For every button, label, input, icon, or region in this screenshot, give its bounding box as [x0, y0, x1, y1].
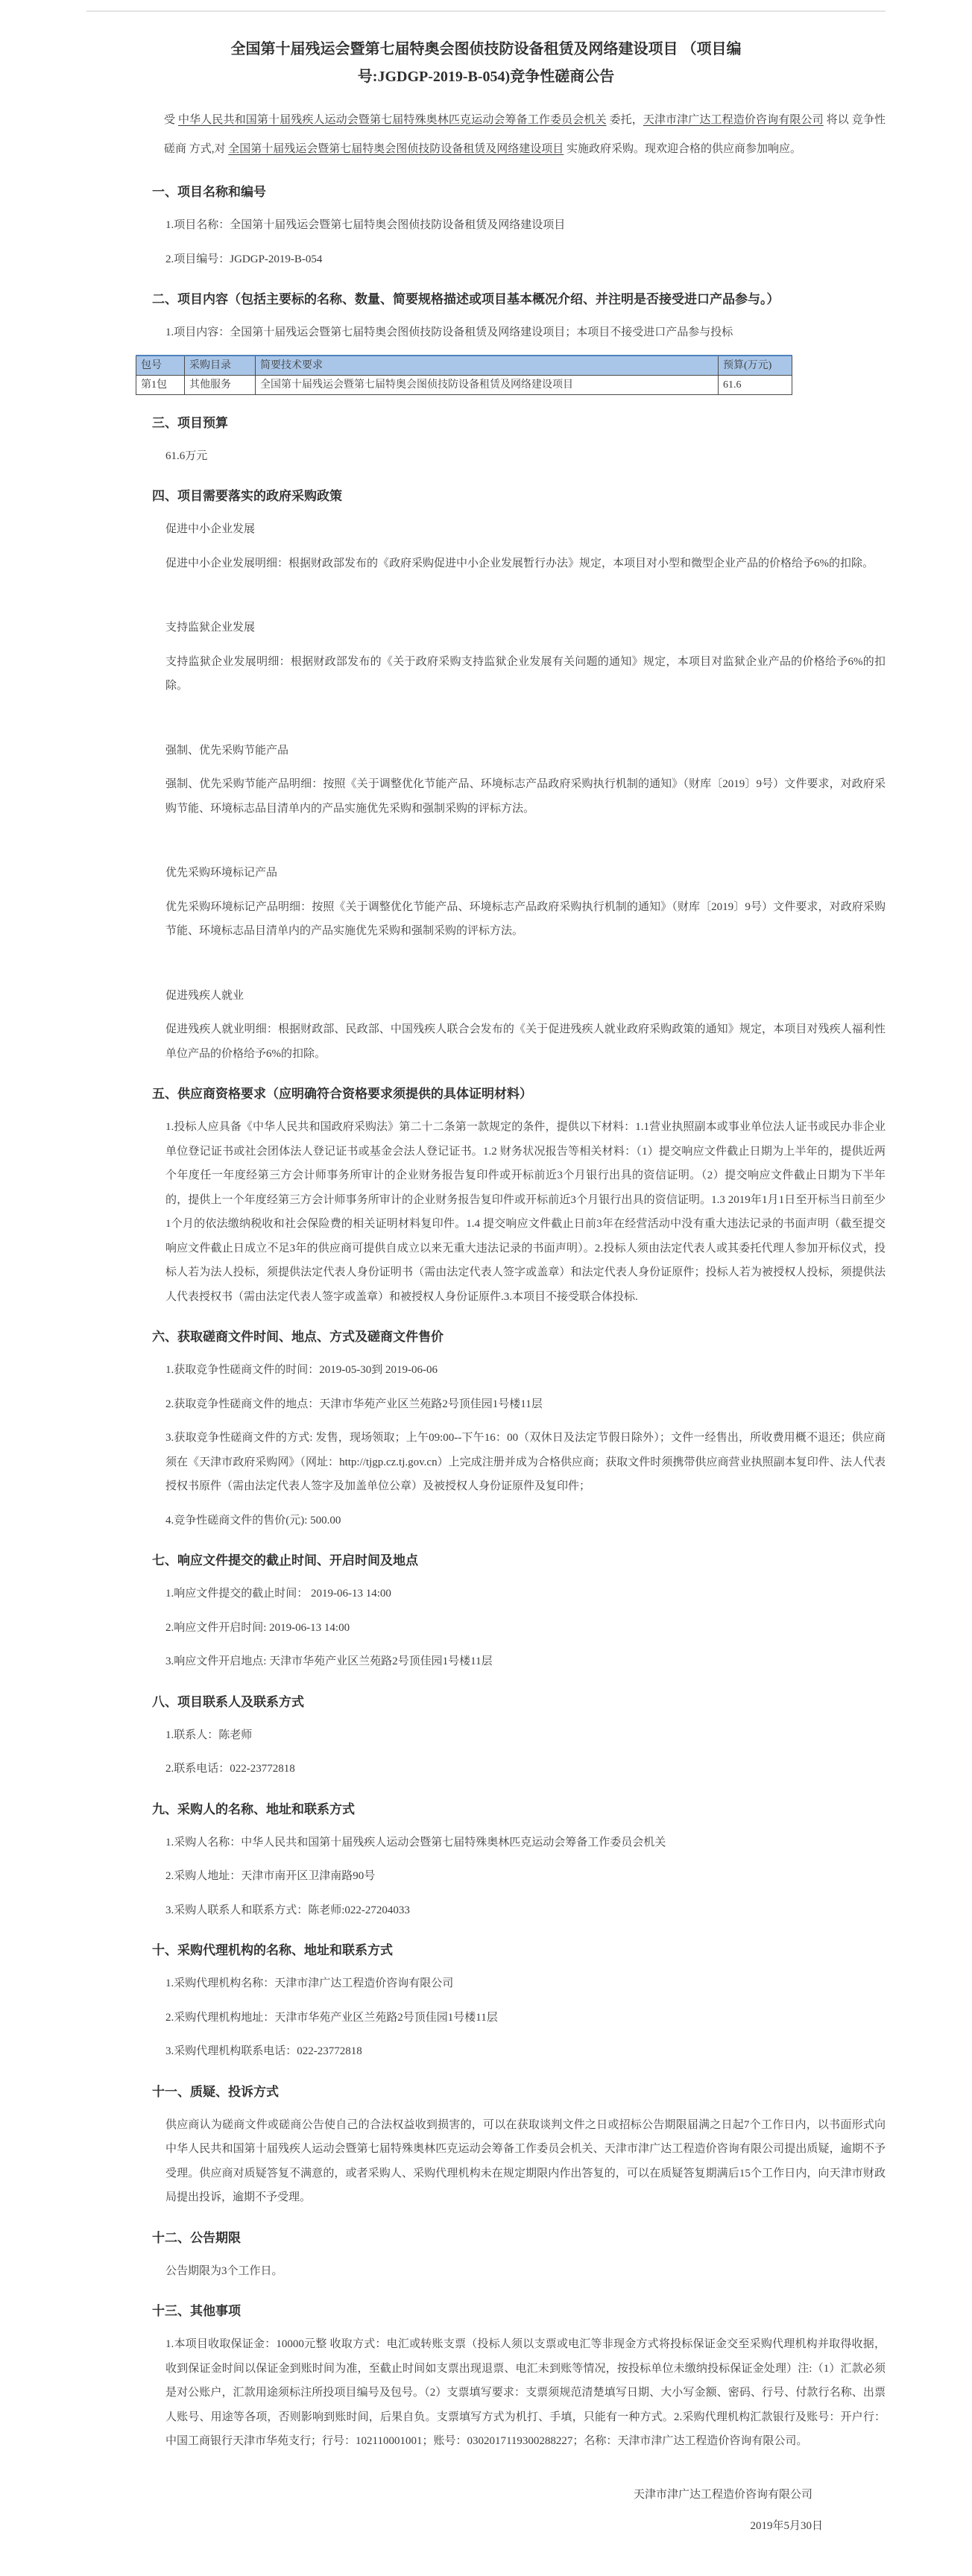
- section-paragraph: 支持监狱企业发展明细：根据财政部发布的《关于政府采购支持监狱企业发展有关问题的通知》规定，本项目对监狱企业产品的价格给予6%的扣除。: [165, 655, 886, 692]
- signature-company: 天津市津广达工程造价咨询有限公司: [633, 2488, 812, 2501]
- project-name-underlined: 全国第十届残运会暨第七届特奥会图侦技防设备租赁及网络建设项目: [228, 143, 564, 155]
- section-paragraph: 强制、优先采购节能产品明细：按照《关于调整优化节能产品、环境标志产品政府采购执行机制的通知》（财库〔2019〕9号）文件要求，对政府采购节能、环境标志品目清单内的产品实施优先采购和强制采购的评标方法。: [165, 778, 886, 815]
- section-paragraph: 1.本项目收取保证金：10000元整 收取方式：电汇或转账支票（投标人须以支票或电汇等非现金方式将投标保证金交至采购代理机构并取得收据，收到保证金时间以保证金到账时间为准，至截止时间如支票出现退票、电汇未到账等情况，按投标单位未缴纳投标保证金处理）注:（1）汇款必须是对公账户，汇款用途须标注所投项目编号及包号。（2）支票填写要求：支票须规范清楚填写日期、大小写金额、密码、行号、付款行名称、出票人账号、用途等各项，否则影响到账时间，后果自负。支票填写方式为机打、手填，只能有一种方式。2.采购代理机构汇款银行及账号：开户行：中国工商银行天津市华苑支行；行号：102110001001；账号：0302017119300288227；名称：天津市津广达工程造价咨询有限公司。: [165, 2338, 886, 2447]
- section-paragraph: 优先采购环境标记产品: [165, 867, 278, 879]
- intro-suffix: 实施政府采购。现欢迎合格的供应商参加响应。: [564, 143, 802, 155]
- section-paragraph: 供应商认为磋商文件或磋商公告使自己的合法权益收到损害的，可以在获取谈判文件之日或招标公告期限届满之日起7个工作日内，以书面形式向 中华人民共和国第十届残疾人运动会暨第七届特殊奥林匹克运动会筹备工作委员会机关、天津市津广达工程造价咨询有限公司提出质疑，逾期不予受理。供应商对质疑答复不满意的，或者采购人、采购代理机构未在规定期限内作出答复的，可以在质疑答复期满后15个工作日内，向天津市财政局提出投诉，逾期不予受理。: [165, 2118, 886, 2203]
- section-paragraph: 2.采购人地址：天津市南开区卫津南路90号: [165, 1870, 376, 1882]
- agency-name-underlined: 天津市津广达工程造价咨询有限公司: [643, 114, 824, 126]
- section-paragraph: 强制、优先采购节能产品: [165, 744, 289, 757]
- section-paragraph: 促进残疾人就业: [165, 989, 244, 1002]
- section-paragraph: 2.采购代理机构地址：天津市华苑产业区兰苑路2号顶佳园1号楼11层: [165, 2011, 498, 2024]
- signature-date: 2019年5月30日: [750, 2519, 823, 2532]
- section-paragraph: 1.采购代理机构名称：天津市津广达工程造价咨询有限公司: [165, 1977, 454, 1989]
- section-paragraph: 1.响应文件提交的截止时间： 2019-06-13 14:00: [165, 1588, 391, 1600]
- section-paragraph: 促进中小企业发展: [165, 523, 256, 535]
- section-paragraph: 促进中小企业发展明细：根据财政部发布的《政府采购促进中小企业发展暂行办法》规定，本项目对小型和微型企业产品的价格给予6%的扣除。: [165, 557, 874, 569]
- intro-mid2: 将以 竞争性磋商 方式,对: [164, 114, 886, 155]
- section-paragraph: 3.获取竞争性磋商文件的方式: 发售，现场领取；上午09:00--下午16：00（双休日及法定节假日除外）；文件一经售出，所收费用概不退还；供应商须在《天津市政府采购网》（网址：http://tjgp.cz.tj.gov.cn）上完成注册并成为合格供应商；获取文件时须携带供应商营业执照副本复印件、法人代表授权书原件（需由法定代表人签字及加盖单位公章）及被授权人身份证原件及复印件；: [165, 1432, 886, 1492]
- section-heading: 八、项目联系人及联系方式: [152, 1694, 304, 1709]
- section-paragraph: 3.采购代理机构联系电话：022-23772818: [165, 2045, 362, 2057]
- section-paragraph: 2.获取竞争性磋商文件的地点：天津市华苑产业区兰苑路2号顶佳园1号楼11层: [165, 1398, 543, 1410]
- section-heading: 一、项目名称和编号: [152, 185, 266, 199]
- section-paragraph: 1.项目内容：全国第十届残运会暨第七届特奥会图侦技防设备租赁及网络建设项目；本项目不接受进口产品参与投标: [165, 326, 733, 338]
- section-paragraph: 优先采购环境标记产品明细：按照《关于调整优化节能产品、环境标志产品政府采购执行机制的通知》（财库〔2019〕9号）文件要求，对政府采购节能、环境标志品目清单内的产品实施优先采购和强制采购的评标方法。: [165, 900, 886, 937]
- announcement-document: [86, 10, 886, 2576]
- section-heading: 六、获取磋商文件时间、地点、方式及磋商文件售价: [152, 1330, 444, 1344]
- section-paragraph: 支持监狱企业发展: [165, 622, 256, 634]
- section-paragraph: 2.项目编号：JGDGP-2019-B-054: [165, 253, 323, 265]
- section-heading: 三、项目预算: [152, 415, 228, 430]
- section-paragraph: 1.联系人：陈老师: [165, 1729, 253, 1741]
- section-heading: 二、项目内容（包括主要标的名称、数量、简要规格描述或项目基本概况介绍、并注明是否接受进口产品参与。）: [152, 292, 780, 306]
- section-paragraph: 1.采购人名称：中华人民共和国第十届残疾人运动会暨第七届特殊奥林匹克运动会筹备工作委员会机关: [165, 1836, 666, 1849]
- package-table-cell: 第1包: [136, 375, 185, 394]
- section-heading: 七、响应文件提交的截止时间、开启时间及地点: [152, 1553, 418, 1568]
- intro-prefix: 受: [164, 114, 178, 126]
- section-paragraph: 2.联系电话：022-23772818: [165, 1763, 295, 1775]
- section-paragraph: 促进残疾人就业明细：根据财政部、民政部、中国残疾人联合会发布的《关于促进残疾人就业政府采购政策的通知》规定，本项目对残疾人福利性单位产品的价格给予6%的扣除。: [165, 1023, 886, 1060]
- section-paragraph: 3.响应文件开启地点: 天津市华苑产业区兰苑路2号顶佳园1号楼11层: [165, 1655, 493, 1667]
- section-heading: 十、采购代理机构的名称、地址和联系方式: [152, 1943, 393, 1957]
- section-paragraph: 2.响应文件开启时间: 2019-06-13 14:00: [165, 1621, 350, 1634]
- section-paragraph: 61.6万元: [165, 449, 208, 462]
- package-table-cell: 全国第十届残运会暨第七届特奥会图侦技防设备租赁及网络建设项目: [256, 375, 719, 394]
- signature-block: [86, 2479, 886, 2542]
- section-heading: 十三、其他事项: [152, 2304, 241, 2318]
- intro-mid1: 委托，: [606, 114, 643, 126]
- section-paragraph: 1.获取竞争性磋商文件的时间：2019-05-30到 2019-06-06: [165, 1364, 438, 1376]
- page-title: 全国第十届残运会暨第七届特奥会图侦技防设备租赁及网络建设项目 （项目编号:JGDGP-2019-B-054)竞争性磋商公告: [230, 41, 742, 85]
- section-paragraph: 1.投标人应具备《中华人民共和国政府采购法》第二十二条第一款规定的条件，提供以下材料：1.1营业执照副本或事业单位法人证书或民办非企业单位登记证书或社会团体法人登记证书或基金会法人登记证书。1.2 财务状况报告等相关材料：（1）提交响应文件截止日期为上半年的，提供近两个年度任一年度经第三方会计师事务所审计的企业财务报告复印件或开标前近3个月银行出具的资信证明。（2）提交响应文件截止日期为下半年的，提供上一个年度经第三方会计师事务所审计的企业财务报告复印件或开标前近3个月银行出具的资信证明。1.3 2019年1月1日至开标当日前至少1个月的依法缴纳税收和社会保险费的相关证明材料复印件。1.4 提交响应文件截止日前3年在经营活动中没有重大违法记录的书面声明（截至提交响应文件截止日成立不足3年的供应商可提供自成立以来无重大违法记录的书面声明）。2.投标人须由法定代表人或其委托代理人参加开标仪式，投标人若为法人投标，须提供法定代表人身份证明书（需由法定代表人签字或盖章）和法定代表人身份证原件；投标人若为被授权人投标，须提供法人代表授权书（需由法定代表人签字或盖章）和被授权人身份证原件.3.本项目不接受联合体投标.: [165, 1121, 886, 1303]
- section-paragraph: 3.采购人联系人和联系方式：陈老师:022-27204033: [165, 1904, 410, 1916]
- package-table-header-cell: 采购目录: [185, 356, 256, 376]
- package-table-cell: 其他服务: [185, 375, 256, 394]
- section-paragraph: 公告期限为3个工作日。: [165, 2264, 283, 2277]
- section-heading: 五、供应商资格要求（应明确符合资格要求须提供的具体证明材料）: [152, 1087, 532, 1101]
- package-table-header-row: [136, 356, 792, 376]
- sections: [86, 180, 886, 2454]
- section-heading: 四、项目需要落实的政府采购政策: [152, 489, 342, 503]
- section-heading: 十二、公告期限: [152, 2230, 241, 2245]
- package-table-header-cell: 包号: [136, 356, 185, 376]
- package-table-cell: 61.6: [719, 375, 792, 394]
- package-table-header-cell: 简要技术要求: [256, 356, 719, 376]
- intro-paragraph: [164, 106, 886, 164]
- package-table-row: [136, 375, 792, 394]
- section-paragraph: 4.竞争性磋商文件的售价(元): 500.00: [165, 1514, 341, 1527]
- section-heading: 十一、质疑、投诉方式: [152, 2084, 279, 2099]
- section-heading: 九、采购人的名称、地址和联系方式: [152, 1802, 355, 1816]
- section-paragraph: 1.项目名称：全国第十届残运会暨第七届特奥会图侦技防设备租赁及网络建设项目: [165, 219, 566, 231]
- package-table: [136, 355, 792, 395]
- package-table-header-cell: 预算(万元): [719, 356, 792, 376]
- purchaser-name-underlined: 中华人民共和国第十届残疾人运动会暨第七届特殊奥林匹克运动会筹备工作委员会机关: [178, 114, 607, 126]
